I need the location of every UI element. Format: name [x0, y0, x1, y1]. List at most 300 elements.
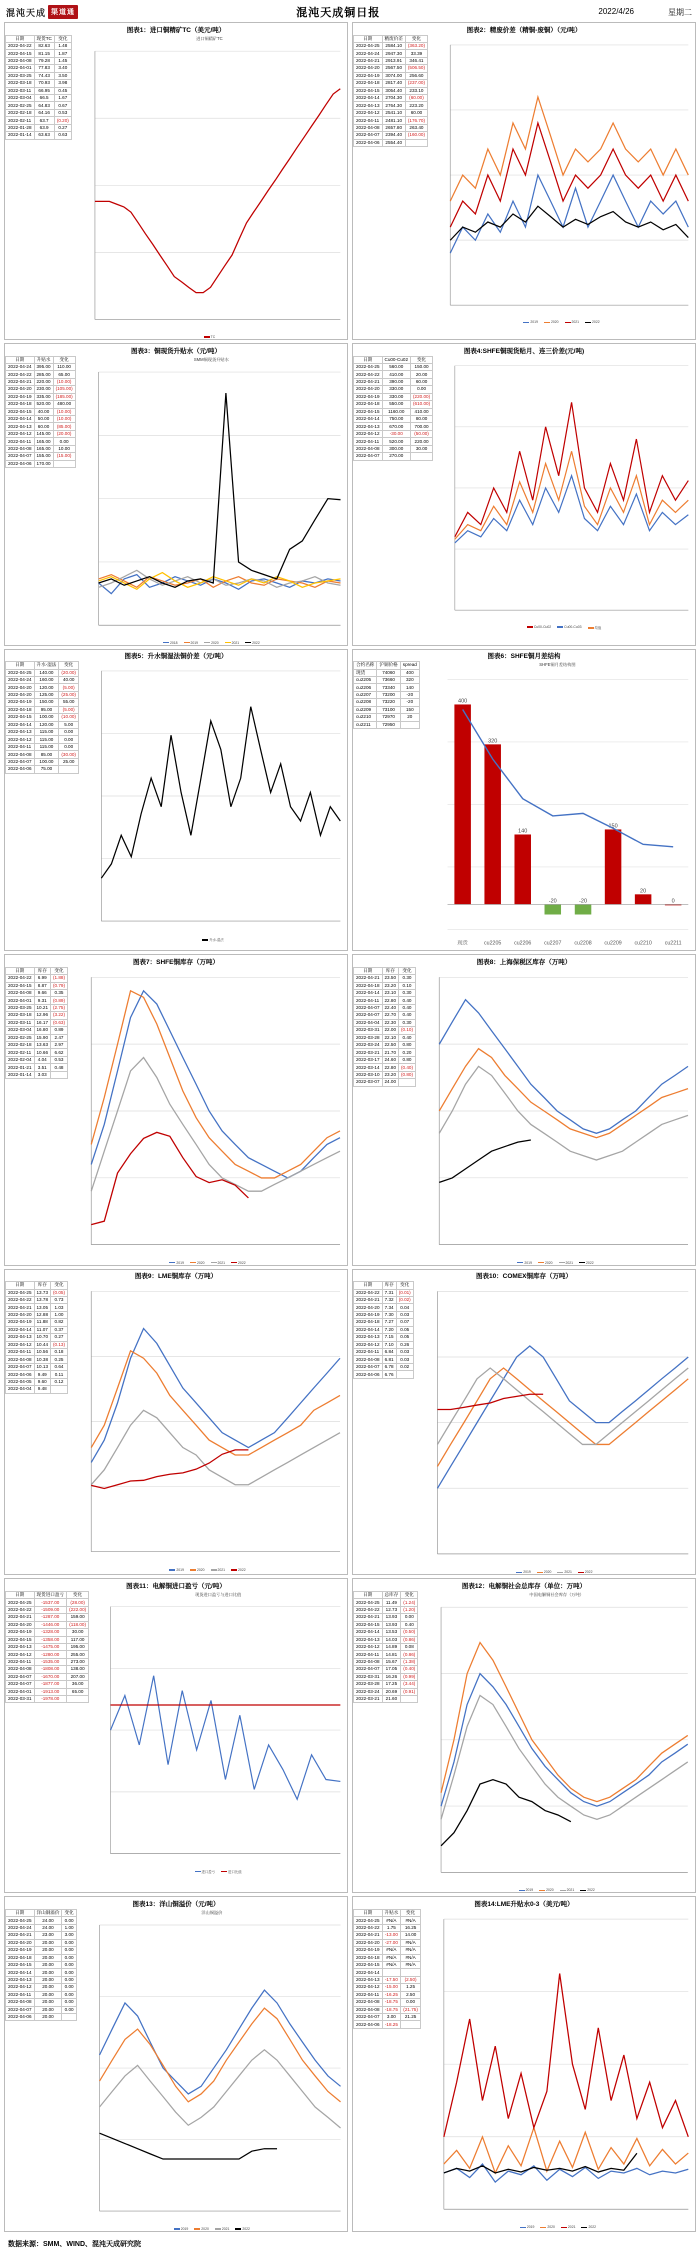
chart-legend: [68, 1261, 347, 1265]
table-cell: 2.47: [51, 1034, 68, 1041]
table-cell: 60.00: [405, 109, 427, 116]
table-cell: 10.66: [34, 1049, 51, 1056]
table-cell: 0.35: [51, 989, 68, 996]
table-cell: 1.67: [54, 95, 71, 102]
table-cell: (363.20): [405, 42, 427, 49]
table-row: [6, 1658, 89, 1665]
table-header-cell: 库存: [34, 967, 51, 974]
table-cell: 2022-04-15: [6, 982, 35, 989]
table-cell: 13.63: [34, 1042, 51, 1049]
table-row: [354, 1924, 421, 1931]
panel-title: 图表2：精废价差（精铜-废铜）（元/吨）: [466, 26, 582, 34]
table-cell: 346.41: [405, 57, 427, 64]
table-cell: 2022-02-11: [6, 117, 35, 124]
table-cell: 120.00: [34, 684, 59, 691]
table-cell: 8.87: [34, 982, 51, 989]
table-cell: 270.00: [382, 453, 411, 460]
table-cell: 2022-04-14: [354, 416, 383, 423]
table-cell: 2022-04-04: [6, 1386, 35, 1393]
table-cell: 2022-04-15: [6, 1961, 35, 1968]
table-cell: 3.00: [382, 2014, 401, 2021]
table-row: [6, 1349, 68, 1356]
table-cell: 9.60: [34, 1378, 51, 1385]
table-cell: (2.75): [51, 1004, 68, 1011]
legend-item: 2022: [585, 320, 600, 324]
table-cell: 7.32: [382, 1296, 396, 1303]
table-row: [6, 699, 79, 706]
table-cell: 81.15: [34, 50, 54, 57]
table-cell: 330.00: [382, 386, 411, 393]
header-meta: [598, 7, 692, 18]
panel-row: [4, 343, 696, 646]
table-cell: 138.00: [67, 1666, 89, 1673]
table-cell: 2022-01-14: [6, 1071, 35, 1078]
table-cell: 0.11: [51, 1371, 68, 1378]
table-cell: -1808.00: [34, 1666, 67, 1673]
table-cell: (185.00): [53, 393, 75, 400]
table-cell: 2022-04-07: [354, 2014, 383, 2021]
table-cell: 22.80: [382, 1064, 399, 1071]
panel-chart: [428, 35, 695, 340]
table-row: [354, 1984, 421, 1991]
table-cell: #N/A: [401, 1961, 421, 1968]
chart-panel-p5: [4, 649, 348, 952]
panel-title: 图表6：SHFE铜月差结构: [487, 653, 561, 661]
table-cell: 2022-04-11: [6, 1658, 35, 1665]
table-cell: [400, 721, 419, 728]
table-row: [354, 386, 433, 393]
table-cell: 0.00: [62, 1947, 76, 1954]
table-cell: 2022-04-01: [6, 1688, 35, 1695]
table-row: [354, 699, 420, 706]
table-cell: 2022-04-12: [354, 109, 383, 116]
chart-panel-p8: [352, 954, 696, 1265]
table-cell: 560.00: [382, 363, 411, 370]
table-cell: 2022-04-13: [354, 1976, 383, 1983]
table-row: [6, 117, 72, 124]
table-cell: 2022-04-20: [6, 684, 35, 691]
table-cell: 2022-04-15: [354, 408, 383, 415]
table-cell: 10.56: [34, 1349, 51, 1356]
table-cell: #N/A: [382, 1917, 401, 1924]
table-cell: 2567.50: [382, 65, 405, 72]
table-row: [354, 684, 420, 691]
panel-body: [353, 35, 695, 340]
table-cell: cu2209: [354, 706, 377, 713]
data-table: [5, 661, 79, 774]
table-cell: 410.00: [411, 408, 433, 415]
table-cell: 21.60: [382, 1696, 401, 1703]
table-cell: 7.34: [382, 1304, 396, 1311]
table-cell: 10.00: [53, 445, 75, 452]
table-cell: 2022-03-25: [6, 1004, 35, 1011]
data-table: [5, 967, 68, 1080]
table-cell: 40.00: [59, 676, 79, 683]
table-row: [6, 1606, 89, 1613]
table-cell: 0.00: [62, 2006, 76, 2013]
table-cell: 0.12: [51, 1378, 68, 1385]
table-row: [6, 1304, 68, 1311]
chart-panel-p4: [352, 343, 696, 646]
table-row: [354, 1064, 416, 1071]
table-cell: 2022-04-07: [354, 1666, 383, 1673]
table-row: [354, 416, 433, 423]
table-cell: 2022-04-14: [6, 1969, 35, 1976]
table-cell: 165.00: [34, 445, 53, 452]
panel-chart: [416, 967, 695, 1265]
table-row: [354, 1976, 421, 1983]
table-row: [6, 1696, 89, 1703]
table-cell: 0.00: [62, 1939, 76, 1946]
table-row: [354, 1681, 418, 1688]
table-cell: 220.00: [34, 378, 53, 385]
table-cell: 17.05: [382, 1666, 401, 1673]
table-cell: 2022-04-12: [354, 430, 383, 437]
table-cell: 0.80: [399, 1042, 416, 1049]
table-row: [6, 42, 72, 49]
table-header-cell: 变化: [59, 662, 79, 669]
table-cell: 16.25: [401, 1924, 421, 1931]
table-cell: 20.00: [34, 1991, 62, 1998]
panel-table: [5, 356, 76, 645]
table-row: [354, 2021, 421, 2028]
table-cell: 2022-04-06: [6, 1371, 35, 1378]
table-cell: 120.00: [34, 721, 59, 728]
table-cell: 100.00: [34, 758, 59, 765]
data-table: [5, 1591, 89, 1704]
panel-chart: [77, 1909, 347, 2231]
table-cell: 1.48: [54, 42, 71, 49]
table-cell: (3.44): [401, 1681, 418, 1688]
svg-text:现货: 现货: [457, 940, 468, 947]
panel-title: 图表1：进口铜精矿TC（美元/吨）: [126, 26, 226, 34]
table-row: [6, 393, 76, 400]
table-cell: 15.90: [34, 1034, 51, 1041]
table-row: [6, 2006, 77, 2013]
panel-table: [5, 967, 68, 1265]
table-row: [6, 363, 76, 370]
table-cell: 1.75: [382, 1924, 401, 1931]
table-row: [354, 1932, 421, 1939]
table-cell: 16.26: [382, 1673, 401, 1680]
table-cell: 2022-04-18: [354, 1954, 383, 1961]
panel-body: [5, 1281, 347, 1574]
table-cell: -16.25: [382, 1991, 401, 1998]
table-row: [354, 1947, 421, 1954]
table-header-cell: 升贴水: [382, 1909, 401, 1916]
table-row: [354, 1999, 421, 2006]
table-cell: 2022-04-25: [6, 1599, 35, 1606]
legend-item: 均值: [588, 625, 602, 630]
table-header-cell: 总库存: [382, 1591, 401, 1598]
table-cell: 0.40: [399, 1034, 416, 1041]
table-cell: 223.20: [405, 102, 427, 109]
table-cell: 20.00: [34, 1969, 62, 1976]
legend-item: 进口比值: [221, 1869, 242, 1874]
table-cell: 70.93: [34, 80, 54, 87]
legend-item: 2019: [516, 1570, 531, 1574]
table-cell: 2022-04-14: [6, 721, 35, 728]
table-cell: 2022-04-20: [6, 386, 35, 393]
table-header-cell: 日期: [6, 1909, 35, 1916]
svg-text:20: 20: [639, 888, 647, 895]
table-header-cell: 日期: [6, 35, 35, 42]
table-row: [6, 1371, 68, 1378]
table-cell: 2022-04-18: [6, 1954, 35, 1961]
table-row: [6, 669, 79, 676]
table-cell: #N/A: [401, 1917, 421, 1924]
table-cell: 6.62: [51, 1049, 68, 1056]
chart-legend: [79, 937, 347, 942]
legend-item: 2020: [544, 320, 559, 324]
table-header-cell: 现货TC: [34, 35, 54, 42]
table-cell: 2022-04-08: [354, 1999, 383, 2006]
legend-item: 2021: [225, 641, 240, 645]
table-cell: 2022-04-14: [6, 416, 35, 423]
chart-panel-p11: [4, 1578, 348, 1893]
panel-grid: [4, 22, 696, 2232]
table-cell: 6.84: [382, 1349, 396, 1356]
table-cell: 13.78: [34, 1296, 51, 1303]
table-cell: (1.88): [51, 975, 68, 982]
report-weekday: 星期二: [667, 7, 692, 17]
table-cell: 2022-04-08: [6, 1356, 35, 1363]
table-cell: 0.00: [62, 1999, 76, 2006]
table-cell: 410.00: [382, 371, 411, 378]
table-row: [6, 1034, 68, 1041]
table-cell: 195.00: [67, 1643, 89, 1650]
table-cell: 0.67: [54, 102, 71, 109]
table-cell: 2022-04-13: [6, 423, 35, 430]
table-cell: 0.18: [51, 1349, 68, 1356]
panel-table: [5, 1281, 68, 1574]
table-cell: 0.00: [401, 1614, 418, 1621]
table-cell: #N/A: [382, 1954, 401, 1961]
table-cell: 22.40: [382, 1004, 399, 1011]
table-cell: 2022-04-11: [6, 743, 35, 750]
table-header-cell: 变化: [411, 356, 433, 363]
table-cell: 9.31: [34, 997, 51, 1004]
table-cell: 2022-04-11: [354, 1651, 383, 1658]
table-cell: 2022-04-25: [6, 1917, 35, 1924]
table-cell: 2022-04-19: [354, 1947, 383, 1954]
chart-legend: [433, 625, 695, 630]
table-cell: 2022-03-25: [6, 72, 35, 79]
table-cell: 0.00: [62, 1954, 76, 1961]
legend-item: 2021: [211, 1261, 226, 1265]
table-cell: 2022-03-21: [354, 1696, 383, 1703]
table-cell: -1446.00: [34, 1621, 67, 1628]
table-cell: 20.00: [34, 1939, 62, 1946]
table-cell: 2022-04-18: [354, 982, 383, 989]
svg-text:cu2210: cu2210: [634, 940, 652, 947]
table-cell: 2764.30: [382, 102, 405, 109]
table-cell: 14.81: [382, 1651, 401, 1658]
legend-item: 2021: [565, 320, 580, 324]
table-cell: 2394.40: [382, 132, 405, 139]
table-cell: 0.00: [62, 1969, 76, 1976]
table-row: [6, 1071, 68, 1078]
table-cell: (0.01): [396, 1289, 413, 1296]
table-cell: 7.27: [382, 1319, 396, 1326]
table-cell: 13.05: [34, 1304, 51, 1311]
table-cell: 2022-04-11: [354, 997, 383, 1004]
table-cell: 80.00: [411, 416, 433, 423]
legend-item: 2020: [190, 1261, 205, 1265]
table-cell: 9.66: [34, 989, 51, 996]
table-cell: 2022-04-24: [6, 1924, 35, 1931]
legend-item: 2020: [190, 1568, 205, 1572]
table-cell: 2022-04-07: [6, 1673, 35, 1680]
chart-legend: [77, 2227, 347, 2231]
table-cell: 2022-04-25: [354, 42, 383, 49]
table-cell: 256.60: [405, 72, 427, 79]
table-cell: -20: [400, 699, 419, 706]
table-cell: 0.89: [51, 1027, 68, 1034]
table-cell: 550.00: [382, 401, 411, 408]
table-cell: 2022-04-11: [6, 1349, 35, 1356]
table-cell: 2022-04-07: [6, 1363, 35, 1370]
chart-panel-p1: [4, 22, 348, 340]
table-cell: 2022-04-15: [6, 714, 35, 721]
table-row: [354, 393, 433, 400]
table-cell: 73660: [377, 676, 400, 683]
table-cell: 2022-04-13: [354, 1636, 383, 1643]
table-row: [354, 2006, 421, 2013]
table-row: [354, 1651, 418, 1658]
table-cell: 2022-04-14: [354, 989, 383, 996]
table-cell: 2022-04-12: [6, 736, 35, 743]
svg-text:cu2209: cu2209: [604, 940, 622, 947]
table-cell: -27.00: [382, 1939, 401, 1946]
table-cell: 2022-04-06: [6, 460, 35, 467]
table-cell: 0.00: [411, 386, 433, 393]
table-cell: 263.40: [405, 124, 427, 131]
table-cell: 2022-03-18: [6, 80, 35, 87]
svg-text:-20: -20: [578, 898, 587, 905]
table-cell: 22.00: [382, 1027, 399, 1034]
table-cell: 20.00: [411, 371, 433, 378]
table-cell: 2022-04-18: [354, 1319, 383, 1326]
table-row: [354, 1371, 414, 1378]
chart-legend: [428, 320, 695, 324]
data-table: [5, 356, 76, 469]
table-cell: [401, 1696, 418, 1703]
panel-row: [4, 22, 696, 340]
table-cell: 7.20: [382, 1326, 396, 1333]
table-cell: 2022-04-12: [354, 1643, 383, 1650]
table-row: [6, 132, 72, 139]
table-cell: 9.48: [34, 1386, 51, 1393]
table-cell: 10.70: [34, 1334, 51, 1341]
panel-chart: [76, 356, 347, 645]
table-row: [6, 1311, 68, 1318]
table-cell: 2022-04-21: [6, 1304, 35, 1311]
table-cell: 0.00: [62, 1976, 76, 1983]
table-header-cell: 日期: [354, 356, 383, 363]
table-cell: 2022-04-25: [354, 1599, 383, 1606]
table-cell: 0.03: [396, 1356, 413, 1363]
table-cell: 0.53: [51, 1056, 68, 1063]
table-cell: 23.00: [34, 1932, 62, 1939]
table-cell: 2022-04-07: [354, 1004, 383, 1011]
table-row: [6, 408, 76, 415]
table-cell: 2022-03-07: [354, 1079, 383, 1086]
legend-item: 2022: [580, 1888, 595, 1892]
table-header-cell: 日期: [6, 356, 35, 363]
chart-title: SHFE铜月差结构图: [539, 662, 576, 668]
table-row: [6, 1651, 89, 1658]
table-cell: 2022-04-15: [6, 408, 35, 415]
table-cell: 2022-04-12: [6, 430, 35, 437]
svg-text:320: 320: [487, 738, 498, 745]
table-cell: (21.75): [401, 2006, 421, 2013]
table-cell: 1.25: [401, 1984, 421, 1991]
table-cell: (1.24): [401, 1599, 418, 1606]
table-cell: 2022-03-14: [354, 1064, 383, 1071]
table-cell: 2022-03-24: [354, 1042, 383, 1049]
table-cell: 2.97: [51, 1042, 68, 1049]
table-cell: 170.00: [34, 460, 53, 467]
panel-body: [353, 356, 695, 645]
table-cell: 74.43: [34, 72, 54, 79]
table-row: [354, 1629, 418, 1636]
table-cell: 0.26: [396, 1341, 413, 1348]
table-row: [354, 124, 428, 131]
panel-title: 图表7：SHFE铜库存（万吨）: [133, 958, 219, 966]
table-cell: 10.38: [34, 1356, 51, 1363]
table-cell: (0.86): [401, 1651, 418, 1658]
table-cell: 24.00: [34, 1924, 62, 1931]
table-row: [6, 1296, 68, 1303]
table-cell: 2022-04-22: [6, 42, 35, 49]
table-cell: 2022-04-12: [354, 1341, 383, 1348]
table-cell: 285.00: [34, 371, 53, 378]
table-cell: (0.02): [396, 1296, 413, 1303]
panel-body: [353, 1281, 695, 1574]
table-row: [6, 1386, 68, 1393]
table-cell: (0.89): [51, 997, 68, 1004]
table-cell: (30.00): [59, 751, 79, 758]
table-cell: -20: [400, 691, 419, 698]
table-cell: #N/A: [401, 1954, 421, 1961]
table-cell: 2022-03-04: [6, 95, 35, 102]
data-table: [353, 356, 433, 461]
table-row: [354, 1356, 414, 1363]
table-cell: 0.40: [399, 997, 416, 1004]
table-cell: (50.00): [411, 430, 433, 437]
table-row: [354, 132, 428, 139]
table-cell: 2022-04-11: [6, 438, 35, 445]
page-title: 混沌天成铜日报: [296, 7, 381, 19]
table-cell: 2022-04-25: [354, 1917, 383, 1924]
table-row: [6, 1924, 77, 1931]
table-cell: 4.04: [34, 1056, 51, 1063]
table-cell: 2022-04-15: [354, 1961, 383, 1968]
table-row: [354, 430, 433, 437]
table-cell: 125.00: [34, 691, 59, 698]
table-cell: (60.00): [405, 95, 427, 102]
table-cell: 60.00: [34, 423, 53, 430]
brand-logo: [6, 5, 78, 19]
table-header-cell: 变化: [53, 356, 75, 363]
table-row: [6, 1629, 89, 1636]
table-row: [6, 460, 76, 467]
table-cell: 73220: [377, 699, 400, 706]
table-cell: 2022-04-07: [354, 1363, 383, 1370]
table-cell: cu2206: [354, 684, 377, 691]
table-cell: 22.70: [382, 1012, 399, 1019]
